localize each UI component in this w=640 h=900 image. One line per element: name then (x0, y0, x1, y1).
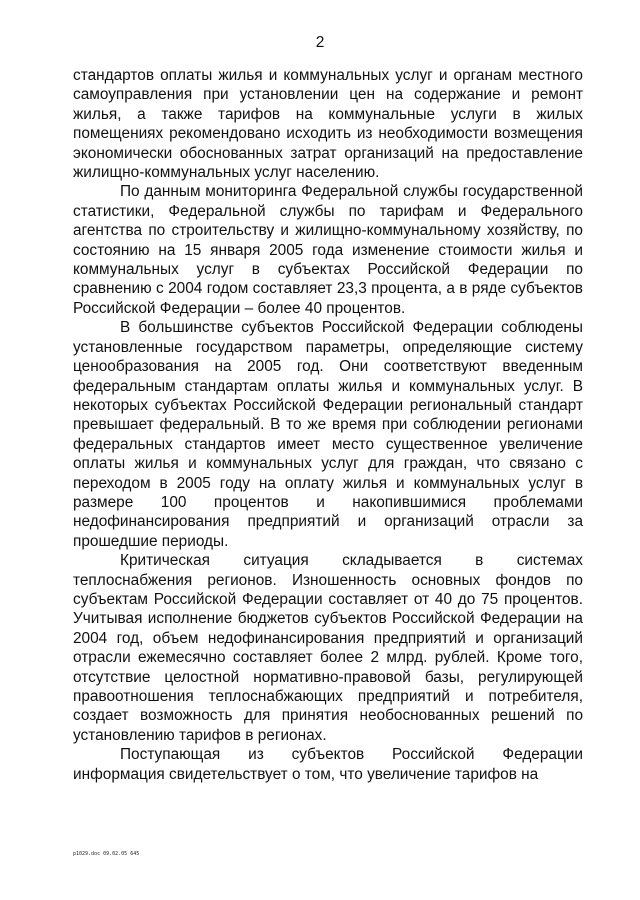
paragraph-1: стандартов оплаты жилья и коммунальных услуг и органам местного самоуправления при установлении цен на содержание и ремонт жилья, а также тарифов на коммунальные услуги в жилых помещениях рекомендовано исходить из необходимости возмещения экономически обоснованных затрат организаций на предоставление жилищно-коммунальных услуг населению. (73, 67, 583, 182)
paragraph-5: Поступающая из субъектов Российской Федерации информация свидетельствует о том, что увеличение тарифов на (73, 746, 583, 783)
page-number: 2 (315, 34, 325, 51)
document-footer: p1029.doc 09.02.05 645 (73, 851, 140, 857)
paragraph-2: По данным мониторинга Федеральной службы государственной статистики, Федеральной службы по тарифам и Федерального агентства по строительству и жилищно-коммунальному хозяйству, по состоянию на 15 января 2005 года изменение стоимости жилья и коммунальных услуг в субъектах Российской Федерации по сравнению с 2004 годом составляет 23,3 процента, а в ряде субъектов Российской Федерации – более 40 процентов. (73, 183, 583, 317)
paragraph-4: Критическая ситуация складывается в системах теплоснабжения регионов. Изношенность основных фондов по субъектам Российской Федерации составляет от 40 до 75 процентов. Учитывая исполнение бюджетов субъектов Российской Федерации на 2004 год, объем недофинансирования предприятий и организаций отрасли ежемесячно составляет более 2 млрд. рублей. Кроме того, отсутствие целостной нормативно-правовой базы, регулирующей правоотношения теплоснабжающих предприятий и потребителя, создает возможность для принятия необоснованных решений по установлению тарифов в регионах. (73, 552, 583, 744)
paragraph-3: В большинстве субъектов Российской Федерации соблюдены установленные государством параметры, определяющие систему ценообразования на 2005 год. Они соответствуют введенным федеральным стандартам оплаты жилья и коммунальных услуг. В некоторых субъектах Российской Федерации региональный стандарт превышает федеральный. В то же время при соблюдении регионами федеральных стандартов имеет место существенное увеличение оплаты жилья и коммунальных услуг для граждан, что связано с переходом в 2005 году на оплату жилья и коммунальных услуг в размере 100 процентов и накопившимися проблемами недофинансирования предприятий и организаций отрасли за прошедшие периоды. (73, 319, 583, 550)
document-body (73, 66, 583, 784)
